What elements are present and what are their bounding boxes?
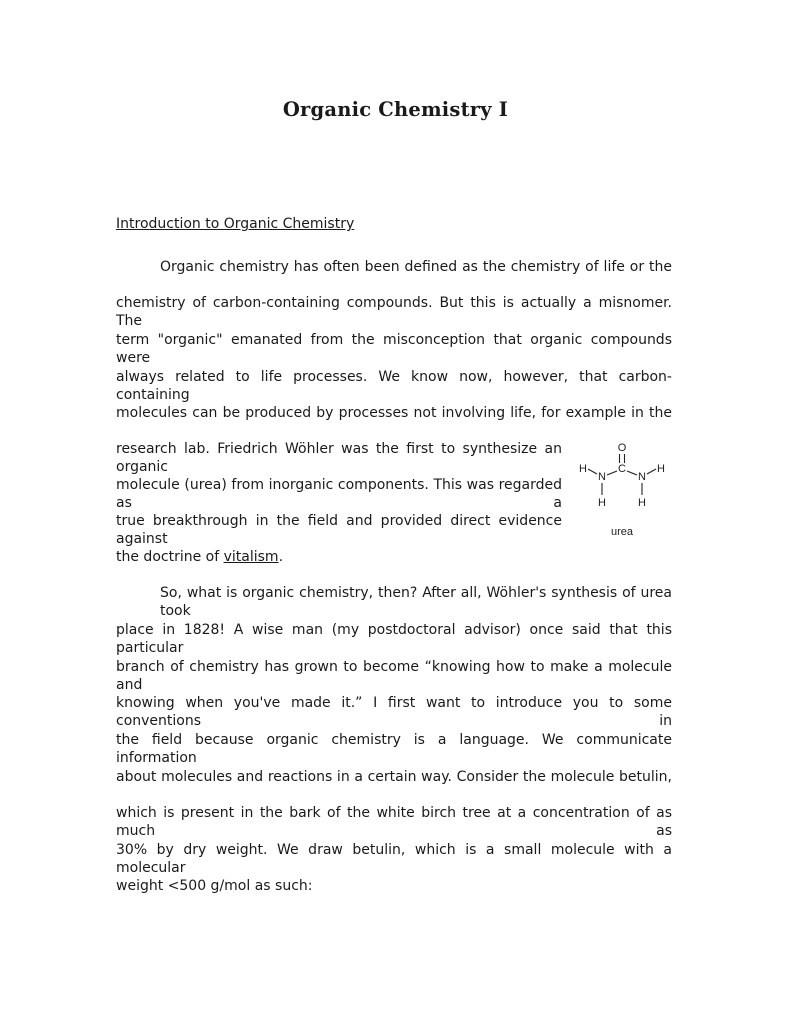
section-heading: Introduction to Organic Chemistry	[116, 216, 355, 232]
atom-oxygen: O	[617, 442, 627, 454]
bond-cn-left	[607, 471, 617, 475]
paragraph-line: knowing when you've made it.” I first want to introduce you to some conventions in	[116, 695, 672, 729]
bond-nh-left	[588, 469, 597, 474]
paragraph-line: the field because organic chemistry is a language. We communicate information	[116, 732, 672, 766]
paragraph-line: about molecules and reactions in a certain way. Consider the molecule betulin,	[116, 769, 672, 785]
atom-nitrogen-right: N	[638, 471, 646, 483]
text-span: the doctrine of	[116, 549, 224, 565]
paragraph-line: true breakthrough in the field and provided direct evidence against	[116, 513, 562, 547]
atom-nitrogen-left: N	[598, 471, 606, 483]
paragraph-line: 30% by dry weight. We draw betulin, which is a small molecule with a molecular	[116, 842, 672, 876]
urea-label: urea	[610, 526, 634, 538]
paragraph-line: molecule (urea) from inorganic components. This was regarded as a	[116, 477, 562, 511]
atom-hydrogen-left: H	[579, 463, 587, 475]
paragraph-line: branch of chemistry has grown to become “knowing how to make a molecule and	[116, 659, 672, 693]
paragraph-line: research lab. Friedrich Wöhler was the first to synthesize an organic	[116, 441, 562, 475]
paragraph-line: Organic chemistry has often been defined as the chemistry of life or the	[160, 259, 672, 275]
urea-structure-figure	[572, 436, 672, 546]
atom-hydrogen-bottom-right: H	[638, 497, 646, 509]
paragraph-line: place in 1828! A wise man (my postdoctoral advisor) once said that this particular	[116, 622, 672, 656]
text-span: .	[278, 549, 284, 565]
paragraph-line: So, what is organic chemistry, then? After all, Wöhler's synthesis of urea took	[160, 585, 672, 619]
paragraph-line: chemistry of carbon-containing compounds. But this is actually a misnomer. The	[116, 295, 672, 329]
vitalism-term: vitalism	[223, 549, 279, 565]
paragraph-line: weight <500 g/mol as such:	[116, 878, 313, 894]
page-title: Organic Chemistry I	[282, 98, 509, 121]
atom-carbon: C	[618, 463, 626, 475]
paragraph-line	[116, 548, 672, 566]
paragraph-line: which is present in the bark of the white birch tree at a concentration of as much as	[116, 805, 672, 839]
atom-hydrogen-bottom-left: H	[598, 497, 606, 509]
paragraph-line: term "organic" emanated from the misconception that organic compounds were	[116, 332, 672, 366]
urea-structure-diagram	[572, 436, 672, 546]
paragraph-line: molecules can be produced by processes not involving life, for example in the	[116, 405, 672, 421]
bond-nh-right	[647, 469, 656, 474]
atom-hydrogen-right: H	[657, 463, 665, 475]
paragraph-line: always related to life processes. We know now, however, that carbon-containing	[116, 369, 672, 403]
bond-cn-right	[627, 471, 637, 475]
